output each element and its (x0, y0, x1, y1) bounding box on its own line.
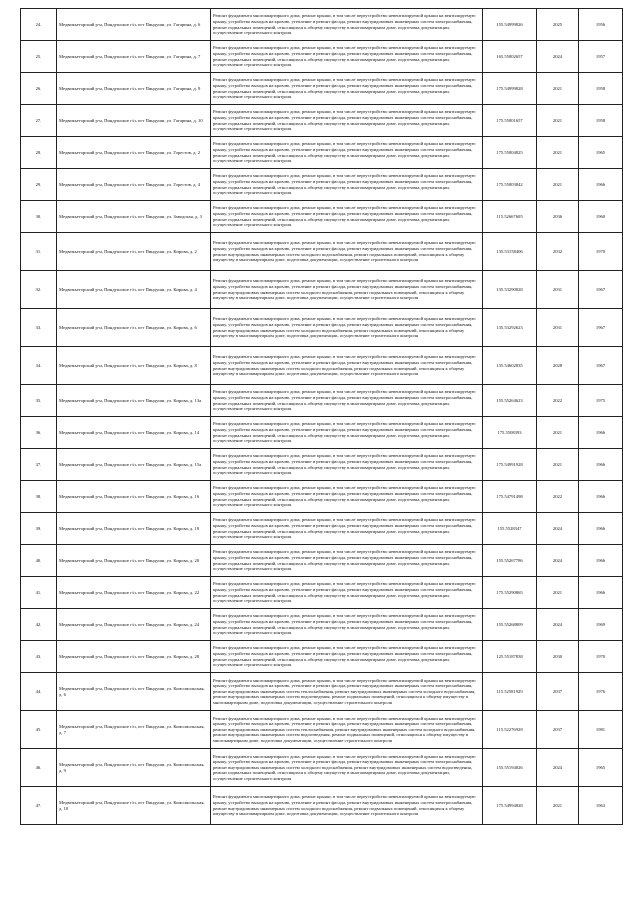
area-value-cell: 175.54999828 (483, 73, 537, 105)
row-number-cell: 46. (21, 749, 57, 787)
row-number-cell: 26. (21, 73, 57, 105)
area-value-cell: 165.55002657 (483, 41, 537, 73)
address-cell: Медвежьегорский р-н, Пиндушское г/п, пгт Пиндуши, ул. Кирова, д. 6 (57, 309, 211, 347)
row-number-cell: 31. (21, 233, 57, 271)
work-description-cell: Ремонт фундамента многоквартирного дома, ремонт крыши, в том числе переустройство невентилируемой крыши на вентилируемую крышу, устройство выходов на кровлю, утепление и ремонт фасада, ремонт внутридомовых инженерных систем электроснабжения, ремонт подвальных помещений, относящихся к общему имуществу в многоквартирном доме, подготовка документации, осуществление строительного контроля (211, 577, 483, 609)
row-number-cell: 47. (21, 787, 57, 825)
build-year-cell: 1967 (579, 347, 623, 385)
table-row (21, 137, 623, 169)
address-cell: Медвежьегорский р-н, Пиндушское г/п, пгт Пиндуши, ул. Горестов, д. 2 (57, 137, 211, 169)
area-value-cell: 175.54991928 (483, 449, 537, 481)
table-row (21, 201, 623, 233)
repair-year-cell: 2028 (537, 347, 579, 385)
table-row (21, 749, 623, 787)
table-row (21, 673, 623, 711)
repair-year-cell: 2022 (537, 385, 579, 417)
repair-year-cell: 2021 (537, 577, 579, 609)
work-description-cell: Ремонт фундамента многоквартирного дома, ремонт крыши, в том числе переустройство невентилируемой крыши на вентилируемую крышу, устройство выходов на кровлю, утепление и ремонт фасада, ремонт внутридомовых инженерных систем электроснабжения, ремонт подвальных помещений, относящихся к общему имуществу в многоквартирном доме, подготовка документации, осуществление строительного контроля (211, 417, 483, 449)
area-value-cell: 155.55264623 (483, 385, 537, 417)
row-number-cell: 38. (21, 481, 57, 513)
table-row (21, 41, 623, 73)
repair-year-cell: 2031 (537, 309, 579, 347)
work-description-cell: Ремонт фундамента многоквартирного дома, ремонт крыши, в том числе переустройство невентилируемой крыши на вентилируемую крышу, устройство выходов на кровлю, утепление и ремонт фасада, ремонт внутридомовых инженерных систем электроснабжения, ремонт подвальных помещений, относящихся к общему имуществу в многоквартирном доме, подготовка документации, осуществление строительного контроля (211, 201, 483, 233)
build-year-cell: 1976 (579, 673, 623, 711)
row-number-cell: 44. (21, 673, 57, 711)
build-year-cell: 1981 (579, 711, 623, 749)
table-row (21, 233, 623, 271)
repair-year-cell: 2037 (537, 673, 579, 711)
address-cell: Медвежьегорский р-н, Пиндушское г/п, пгт Пиндуши, ул. Кирова, д. 4 (57, 271, 211, 309)
build-year-cell: 1966 (579, 545, 623, 577)
build-year-cell: 1957 (579, 41, 623, 73)
repair-year-cell: 2030 (537, 641, 579, 673)
table-row (21, 545, 623, 577)
repair-year-cell: 2021 (537, 449, 579, 481)
table-row (21, 609, 623, 641)
work-description-cell: Ремонт фундамента многоквартирного дома, ремонт крыши, в том числе переустройство невентилируемой крыши на вентилируемую крышу, устройство выходов на кровлю, утепление и ремонт фасада, ремонт внутридомовых инженерных систем электроснабжения, ремонт подвальных помещений, относящихся к общему имуществу в многоквартирном доме, подготовка документации, осуществление строительного контроля (211, 513, 483, 545)
address-cell: Медвежьегорский р-н, Пиндушское г/п, пгт Пиндуши, ул. Гагарина, д. 6 (57, 9, 211, 41)
work-description-cell: Ремонт фундамента многоквартирного дома, ремонт крыши, в том числе переустройство невентилируемой крыши на вентилируемую крышу, устройство выходов на кровлю, утепление и ремонт фасада, ремонт внутридомовых инженерных систем электроснабжения, ремонт подвальных помещений, относящихся к общему имуществу в многоквартирном доме, подготовка документации, осуществление строительного контроля (211, 105, 483, 137)
repair-year-cell: 2037 (537, 711, 579, 749)
area-value-cell: 115.52276928 (483, 711, 537, 749)
row-number-cell: 29. (21, 169, 57, 201)
table-row (21, 73, 623, 105)
build-year-cell: 1969 (579, 609, 623, 641)
repair-year-cell: 2021 (537, 417, 579, 449)
row-number-cell: 33. (21, 309, 57, 347)
row-number-cell: 42. (21, 609, 57, 641)
build-year-cell: 1966 (579, 577, 623, 609)
table-row (21, 513, 623, 545)
area-value-cell: 155.55267786 (483, 545, 537, 577)
work-description-cell: Ремонт фундамента многоквартирного дома, ремонт крыши, в том числе переустройство невентилируемой крыши на вентилируемую крышу, устройство выходов на кровлю, утепление и ремонт фасада, ремонт внутридомовых инженерных систем электроснабжения, ремонт подвальных помещений, относящихся к общему имуществу в многоквартирном доме, подготовка документации, осуществление строительного контроля (211, 137, 483, 169)
row-number-cell: 37. (21, 449, 57, 481)
row-number-cell: 27. (21, 105, 57, 137)
area-value-cell: 135.53158406 (483, 233, 537, 271)
table-row (21, 711, 623, 749)
table-row (21, 481, 623, 513)
repair-year-cell: 2021 (537, 169, 579, 201)
build-year-cell: 1966 (579, 513, 623, 545)
work-description-cell: Ремонт фундамента многоквартирного дома, ремонт крыши, в том числе переустройство невентилируемой крыши на вентилируемую крышу, устройство выходов на кровлю, утепление и ремонт фасада, ремонт внутридомовых инженерных систем электроснабжения, ремонт внутридомовых инженерных систем холодного водоснабжения, ремонт подвальных помещений, относящихся к общему имуществу в многоквартирном доме, подготовка документации, осуществление строительного контроля (211, 347, 483, 385)
build-year-cell: 1958 (579, 105, 623, 137)
table-row (21, 641, 623, 673)
table-row (21, 105, 623, 137)
area-value-cell: 125.55187838 (483, 641, 537, 673)
area-value-cell: 175.55290865 (483, 577, 537, 609)
work-description-cell: Ремонт фундамента многоквартирного дома, ремонт крыши, в том числе переустройство невентилируемой крыши на вентилируемую крышу, устройство выходов на кровлю, утепление и ремонт фасада, ремонт внутридомовых инженерных систем электроснабжения, ремонт внутридомовых инженерных систем теплоснабжения, ремонт внутридомовых инженерных систем холодного водоснабжения, ремонт внутридомовых инженерных систем водоотведения, ремонт подвальных помещений, относящихся к общему имуществу в многоквартирном доме, подготовка документации, осуществление строительного контроля (211, 673, 483, 711)
work-description-cell: Ремонт фундамента многоквартирного дома, ремонт крыши, в том числе переустройство невентилируемой крыши на вентилируемую крышу, устройство выходов на кровлю, утепление и ремонт фасада, ремонт внутридомовых инженерных систем электроснабжения, ремонт внутридомовых инженерных систем холодного водоснабжения, ремонт внутридомовых инженерных систем водоотведения, ремонт подвальных помещений, относящихся к общему имуществу в многоквартирном доме, подготовка документации, осуществление строительного контроля (211, 749, 483, 787)
address-cell: Медвежьегорский р-н, Пиндушское г/п, пгт Пиндуши, ул. Комсомольская, д. 9 (57, 749, 211, 787)
build-year-cell: 1966 (579, 449, 623, 481)
build-year-cell: 1960 (579, 201, 623, 233)
build-year-cell: 1970 (579, 641, 623, 673)
repair-year-cell: 2024 (537, 749, 579, 787)
repair-year-cell: 2022 (537, 481, 579, 513)
area-value-cell: 155.55194826 (483, 749, 537, 787)
address-cell: Медвежьегорский р-н, Пиндушское г/п, пгт Пиндуши, ул. Кирова, д. 8 (57, 347, 211, 385)
row-number-cell: 24. (21, 9, 57, 41)
repair-year-cell: 2024 (537, 41, 579, 73)
repair-year-cell: 2032 (537, 233, 579, 271)
repair-year-cell: 2024 (537, 609, 579, 641)
work-description-cell: Ремонт фундамента многоквартирного дома, ремонт крыши, в том числе переустройство невентилируемой крыши на вентилируемую крышу, устройство выходов на кровлю, утепление и ремонт фасада, ремонт внутридомовых инженерных систем электроснабжения, ремонт внутридомовых инженерных систем холодного водоснабжения, ремонт подвальных помещений, относящихся к общему имуществу в многоквартирном доме, подготовка документации, осуществление строительного контроля (211, 233, 483, 271)
row-number-cell: 45. (21, 711, 57, 749)
table-row (21, 417, 623, 449)
address-cell: Медвежьегорский р-н, Пиндушское г/п, пгт Пиндуши, ул. Комсомольская, д. 10 (57, 787, 211, 825)
build-year-cell: 1958 (579, 73, 623, 105)
row-number-cell: 25. (21, 41, 57, 73)
area-value-cell: 155.54999826 (483, 9, 537, 41)
work-description-cell: Ремонт фундамента многоквартирного дома, ремонт крыши, в том числе переустройство невентилируемой крыши на вентилируемую крышу, устройство выходов на кровлю, утепление и ремонт фасада, ремонт внутридомовых инженерных систем электроснабжения, ремонт подвальных помещений, относящихся к общему имуществу в многоквартирном доме, подготовка документации, осуществление строительного контроля (211, 73, 483, 105)
repair-year-cell: 2036 (537, 201, 579, 233)
area-value-cell: 175.54994828 (483, 787, 537, 825)
build-year-cell: 1966 (579, 417, 623, 449)
address-cell: Медвежьегорский р-н, Пиндушское г/п, пгт Пиндуши, ул. Кирова, д. 14 (57, 417, 211, 449)
row-number-cell: 28. (21, 137, 57, 169)
work-description-cell: Ремонт фундамента многоквартирного дома, ремонт крыши, в том числе переустройство невентилируемой крыши на вентилируемую крышу, устройство выходов на кровлю, утепление и ремонт фасада, ремонт внутридомовых инженерных систем электроснабжения, ремонт внутридомовых инженерных систем холодного водоснабжения, ремонт подвальных помещений, относящихся к общему имуществу в многоквартирном доме, подготовка документации, осуществление строительного контроля (211, 309, 483, 347)
build-year-cell: 1975 (579, 385, 623, 417)
address-cell: Медвежьегорский р-н, Пиндушское г/п, пгт Пиндуши, ул. Кирова, д. 22 (57, 577, 211, 609)
work-description-cell: Ремонт фундамента многоквартирного дома, ремонт крыши, в том числе переустройство невентилируемой крыши на вентилируемую крышу, устройство выходов на кровлю, утепление и ремонт фасада, ремонт внутридомовых инженерных систем электроснабжения, ремонт подвальных помещений, относящихся к общему имуществу в многоквартирном доме, подготовка документации, осуществление строительного контроля (211, 641, 483, 673)
area-value-cell: 135.54602835 (483, 347, 537, 385)
area-value-cell: 155.55268809 (483, 609, 537, 641)
build-year-cell: 1970 (579, 233, 623, 271)
address-cell: Медвежьегорский р-н, Пиндушское г/п, пгт Пиндуши, ул. Гагарина, д. 7 (57, 41, 211, 73)
table-row (21, 347, 623, 385)
address-cell: Медвежьегорский р-н, Пиндушское г/п, пгт Пиндуши, ул. Комсомольская, д. 6 (57, 673, 211, 711)
area-value-cell: 155.5528347 (483, 513, 537, 545)
address-cell: Медвежьегорский р-н, Пиндушское г/п, пгт Пиндуши, ул. Комсомольская, д. 7 (57, 711, 211, 749)
address-cell: Медвежьегорский р-н, Пиндушское г/п, пгт Пиндуши, ул. Заводская, д. 3 (57, 201, 211, 233)
work-description-cell: Ремонт фундамента многоквартирного дома, ремонт крыши, в том числе переустройство невентилируемой крыши на вентилируемую крышу, устройство выходов на кровлю, утепление и ремонт фасада, ремонт внутридомовых инженерных систем электроснабжения, ремонт подвальных помещений, относящихся к общему имуществу в многоквартирном доме, подготовка документации, осуществление строительного контроля (211, 609, 483, 641)
address-cell: Медвежьегорский р-н, Пиндушское г/п, пгт Пиндуши, ул. Кирова, д. 20 (57, 545, 211, 577)
row-number-cell: 35. (21, 385, 57, 417)
address-cell: Медвежьегорский р-н, Пиндушское г/п, пгт Пиндуши, ул. Кирова, д. 13а (57, 385, 211, 417)
repair-year-cell: 2031 (537, 271, 579, 309)
register-table-body (21, 9, 623, 825)
build-year-cell: 1967 (579, 309, 623, 347)
work-description-cell: Ремонт фундамента многоквартирного дома, ремонт крыши, в том числе переустройство невентилируемой крыши на вентилируемую крышу, устройство выходов на кровлю, утепление и ремонт фасада, ремонт внутридомовых инженерных систем электроснабжения, ремонт подвальных помещений, относящихся к общему имуществу в многоквартирном доме, подготовка документации, осуществление строительного контроля (211, 41, 483, 73)
table-row (21, 449, 623, 481)
table-row (21, 385, 623, 417)
area-value-cell: 175.5508393 (483, 417, 537, 449)
work-description-cell: Ремонт фундамента многоквартирного дома, ремонт крыши, в том числе переустройство невентилируемой крыши на вентилируемую крышу, устройство выходов на кровлю, утепление и ремонт фасада, ремонт внутридомовых инженерных систем электроснабжения, ремонт подвальных помещений, относящихся к общему имуществу в многоквартирном доме, подготовка документации, осуществление строительного контроля (211, 545, 483, 577)
register-table (20, 8, 623, 825)
row-number-cell: 36. (21, 417, 57, 449)
build-year-cell: 1965 (579, 749, 623, 787)
repair-year-cell: 2021 (537, 105, 579, 137)
area-value-cell: 135.53290828 (483, 271, 537, 309)
table-row (21, 577, 623, 609)
work-description-cell: Ремонт фундамента многоквартирного дома, ремонт крыши, в том числе переустройство невентилируемой крыши на вентилируемую крышу, устройство выходов на кровлю, утепление и ремонт фасада, ремонт внутридомовых инженерных систем электроснабжения, ремонт подвальных помещений, относящихся к общему имуществу в многоквартирном доме, подготовка документации, осуществление строительного контроля (211, 481, 483, 513)
row-number-cell: 43. (21, 641, 57, 673)
build-year-cell: 1967 (579, 271, 623, 309)
address-cell: Медвежьегорский р-н, Пиндушское г/п, пгт Пиндуши, ул. Кирова, д. 28 (57, 641, 211, 673)
address-cell: Медвежьегорский р-н, Пиндушское г/п, пгт Пиндуши, ул. Кирова, д. 16 (57, 481, 211, 513)
work-description-cell: Ремонт фундамента многоквартирного дома, ремонт крыши, в том числе переустройство невентилируемой крыши на вентилируемую крышу, устройство выходов на кровлю, утепление и ремонт фасада, ремонт внутридомовых инженерных систем электроснабжения, ремонт внутридомовых инженерных систем холодного водоснабжения, ремонт подвальных помещений, относящихся к общему имуществу в многоквартирном доме, подготовка документации, осуществление строительного контроля (211, 271, 483, 309)
row-number-cell: 34. (21, 347, 57, 385)
table-row (21, 9, 623, 41)
repair-year-cell: 2021 (537, 787, 579, 825)
area-value-cell: 175.55003842 (483, 169, 537, 201)
work-description-cell: Ремонт фундамента многоквартирного дома, ремонт крыши, в том числе переустройство невентилируемой крыши на вентилируемую крышу, устройство выходов на кровлю, утепление и ремонт фасада, ремонт внутридомовых инженерных систем электроснабжения, ремонт подвальных помещений, относящихся к общему имуществу в многоквартирном доме, подготовка документации, осуществление строительного контроля (211, 385, 483, 417)
address-cell: Медвежьегорский р-н, Пиндушское г/п, пгт Пиндуши, ул. Кирова, д. 18 (57, 513, 211, 545)
row-number-cell: 39. (21, 513, 57, 545)
address-cell: Медвежьегорский р-н, Пиндушское г/п, пгт Пиндуши, ул. Горестов, д. 4 (57, 169, 211, 201)
table-row (21, 169, 623, 201)
repair-year-cell: 2025 (537, 9, 579, 41)
build-year-cell: 1966 (579, 481, 623, 513)
area-value-cell: 175.55004825 (483, 137, 537, 169)
build-year-cell: 1965 (579, 137, 623, 169)
repair-year-cell: 2021 (537, 137, 579, 169)
row-number-cell: 30. (21, 201, 57, 233)
table-row (21, 787, 623, 825)
build-year-cell: 1963 (579, 787, 623, 825)
work-description-cell: Ремонт фундамента многоквартирного дома, ремонт крыши, в том числе переустройство невентилируемой крыши на вентилируемую крышу, устройство выходов на кровлю, утепление и ремонт фасада, ремонт внутридомовых инженерных систем электроснабжения, ремонт подвальных помещений, относящихся к общему имуществу в многоквартирном доме, подготовка документации, осуществление строительного контроля (211, 9, 483, 41)
table-row (21, 271, 623, 309)
area-value-cell: 115.52581929 (483, 673, 537, 711)
address-cell: Медвежьегорский р-н, Пиндушское г/п, пгт Пиндуши, ул. Гагарина, д. 10 (57, 105, 211, 137)
repair-year-cell: 2021 (537, 73, 579, 105)
row-number-cell: 40. (21, 545, 57, 577)
address-cell: Медвежьегорский р-н, Пиндушское г/п, пгт Пиндуши, ул. Кирова, д. 2 (57, 233, 211, 271)
address-cell: Медвежьегорский р-н, Пиндушское г/п, пгт Пиндуши, ул. Кирова, д. 15а (57, 449, 211, 481)
table-row (21, 309, 623, 347)
repair-year-cell: 2024 (537, 513, 579, 545)
area-value-cell: 175.54791498 (483, 481, 537, 513)
row-number-cell: 32. (21, 271, 57, 309)
work-description-cell: Ремонт фундамента многоквартирного дома, ремонт крыши, в том числе переустройство невентилируемой крыши на вентилируемую крышу, устройство выходов на кровлю, утепление и ремонт фасада, ремонт внутридомовых инженерных систем электроснабжения, ремонт внутридомовых инженерных систем теплоснабжения, ремонт внутридомовых инженерных систем холодного водоснабжения, ремонт внутридомовых инженерных систем водоотведения, ремонт подвальных помещений, относящихся к общему имуществу в многоквартирном доме, подготовка документации, осуществление строительного контроля (211, 711, 483, 749)
area-value-cell: 115.52667605 (483, 201, 537, 233)
build-year-cell: 1956 (579, 9, 623, 41)
work-description-cell: Ремонт фундамента многоквартирного дома, ремонт крыши, в том числе переустройство невентилируемой крыши на вентилируемую крышу, устройство выходов на кровлю, утепление и ремонт фасада, ремонт внутридомовых инженерных систем электроснабжения, ремонт подвальных помещений, относящихся к общему имуществу в многоквартирном доме, подготовка документации, осуществление строительного контроля (211, 169, 483, 201)
area-value-cell: 135.53292623 (483, 309, 537, 347)
area-value-cell: 175.55001657 (483, 105, 537, 137)
row-number-cell: 41. (21, 577, 57, 609)
repair-year-cell: 2024 (537, 545, 579, 577)
build-year-cell: 1966 (579, 169, 623, 201)
work-description-cell: Ремонт фундамента многоквартирного дома, ремонт крыши, в том числе переустройство невентилируемой крыши на вентилируемую крышу, устройство выходов на кровлю, утепление и ремонт фасада, ремонт внутридомовых инженерных систем электроснабжения, ремонт подвальных помещений, относящихся к общему имуществу в многоквартирном доме, подготовка документации, осуществление строительного контроля (211, 449, 483, 481)
work-description-cell: Ремонт фундамента многоквартирного дома, ремонт крыши, в том числе переустройство невентилируемой крыши на вентилируемую крышу, устройство выходов на кровлю, утепление и ремонт фасада, ремонт внутридомовых инженерных систем электроснабжения, ремонт внутридомовых инженерных систем холодного водоснабжения, ремонт подвальных помещений, относящихся к общему имуществу в многоквартирном доме, подготовка документации, осуществление строительного контроля (211, 787, 483, 825)
address-cell: Медвежьегорский р-н, Пиндушское г/п, пгт Пиндуши, ул. Кирова, д. 24 (57, 609, 211, 641)
address-cell: Медвежьегорский р-н, Пиндушское г/п, пгт Пиндуши, ул. Гагарина, д. 9 (57, 73, 211, 105)
